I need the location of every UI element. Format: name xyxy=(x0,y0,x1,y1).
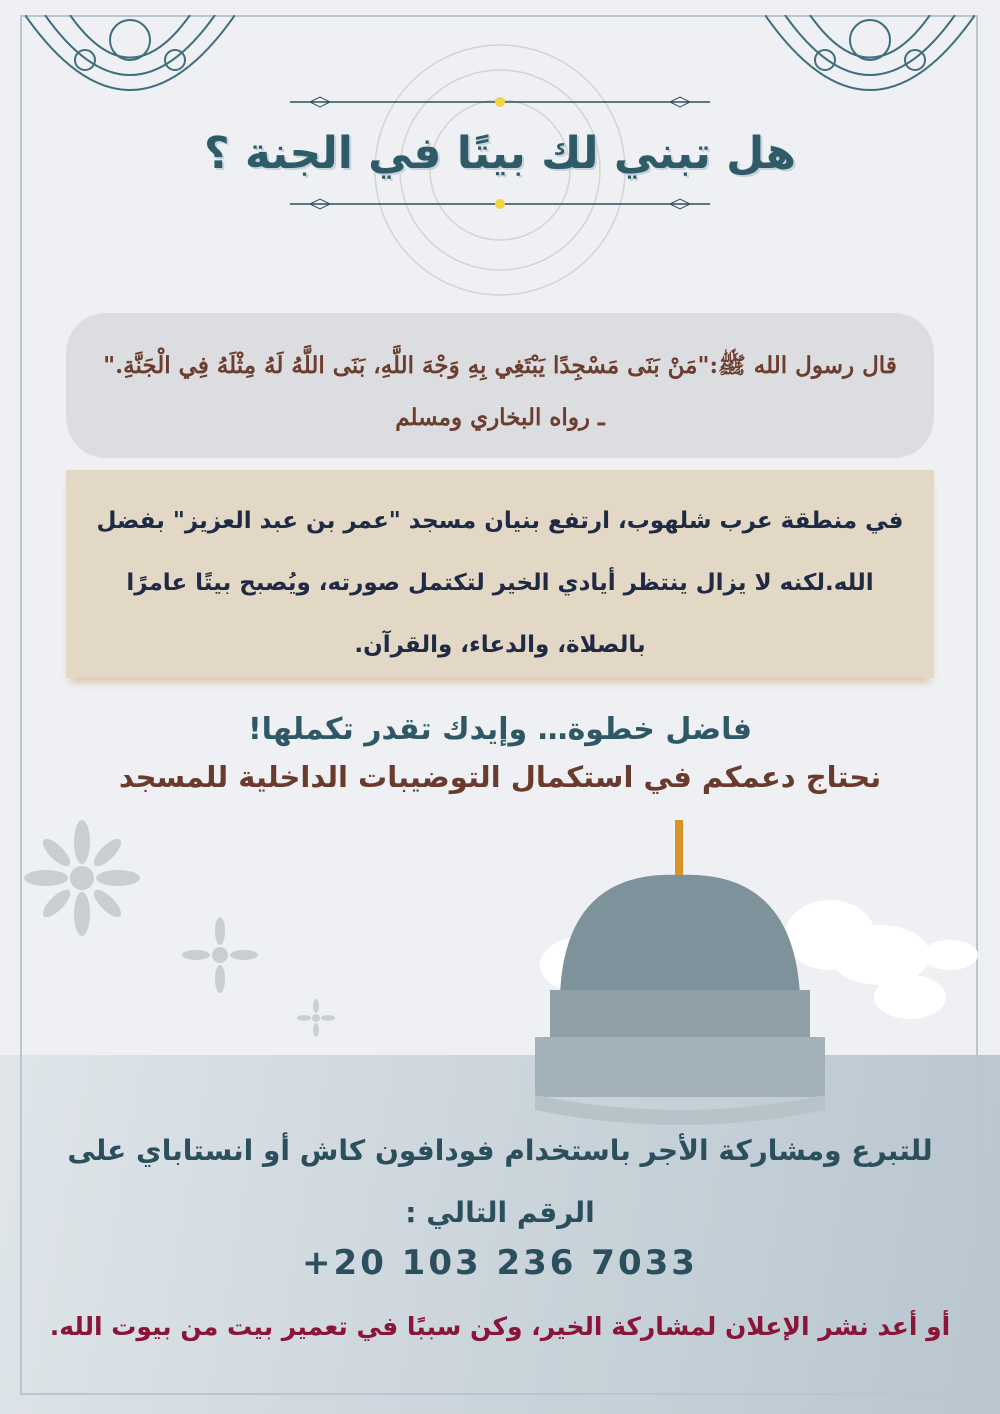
hadith-source: ـ رواه البخاري ومسلم xyxy=(395,404,605,431)
call-headline: فاضل خطوة… وإيدك تقدر تكملها! xyxy=(247,712,753,747)
corner-ornament-right-icon xyxy=(765,15,975,125)
divider-top-icon xyxy=(280,94,720,110)
hadith xyxy=(0,340,1000,444)
call-subheadline: نحتاج دعمكم في استكمال التوضيبات الداخلية للمسجد xyxy=(118,760,882,794)
mosque-dome-illustration xyxy=(470,815,980,1140)
flower-ornament-small-icon xyxy=(180,915,260,995)
flower-ornament-tiny-icon xyxy=(296,998,336,1038)
hadith-text: قال رسول الله ﷺ:"مَنْ بَنَى مَسْجِدًا يَبْتَغِي بِهِ وَجْهَ اللَّهِ، بَنَى اللَّهُ لَهُ مِثْلَهُ فِي الْجَنَّةِ." xyxy=(103,352,897,379)
flower-ornament-icon xyxy=(22,818,142,938)
story-text: في منطقة عرب شلهوب، ارتفع بنيان مسجد "عمر بن عبد العزيز" بفضل الله.لكنه لا يزال ينتظر أيادي الخير لتكتمل صورته، ويُصبح بيتًا عامرًا بالصلاة، والدعاء، والقرآن. xyxy=(96,508,904,658)
donation-phone-number[interactable]: +20 103 236 7033 xyxy=(302,1243,698,1283)
donation-instructions: للتبرع ومشاركة الأجر باستخدام فودافون كاش أو انستاباي على الرقم التالي : xyxy=(67,1134,933,1229)
page-title: هل تبني لك بيتًا في الجنة ؟ xyxy=(204,128,796,179)
corner-ornament-left-icon xyxy=(25,15,235,125)
share-call-to-action: أو أعد نشر الإعلان لمشاركة الخير، وكن سببًا في تعمير بيت من بيوت الله. xyxy=(49,1312,951,1341)
divider-bottom-icon xyxy=(280,196,720,212)
